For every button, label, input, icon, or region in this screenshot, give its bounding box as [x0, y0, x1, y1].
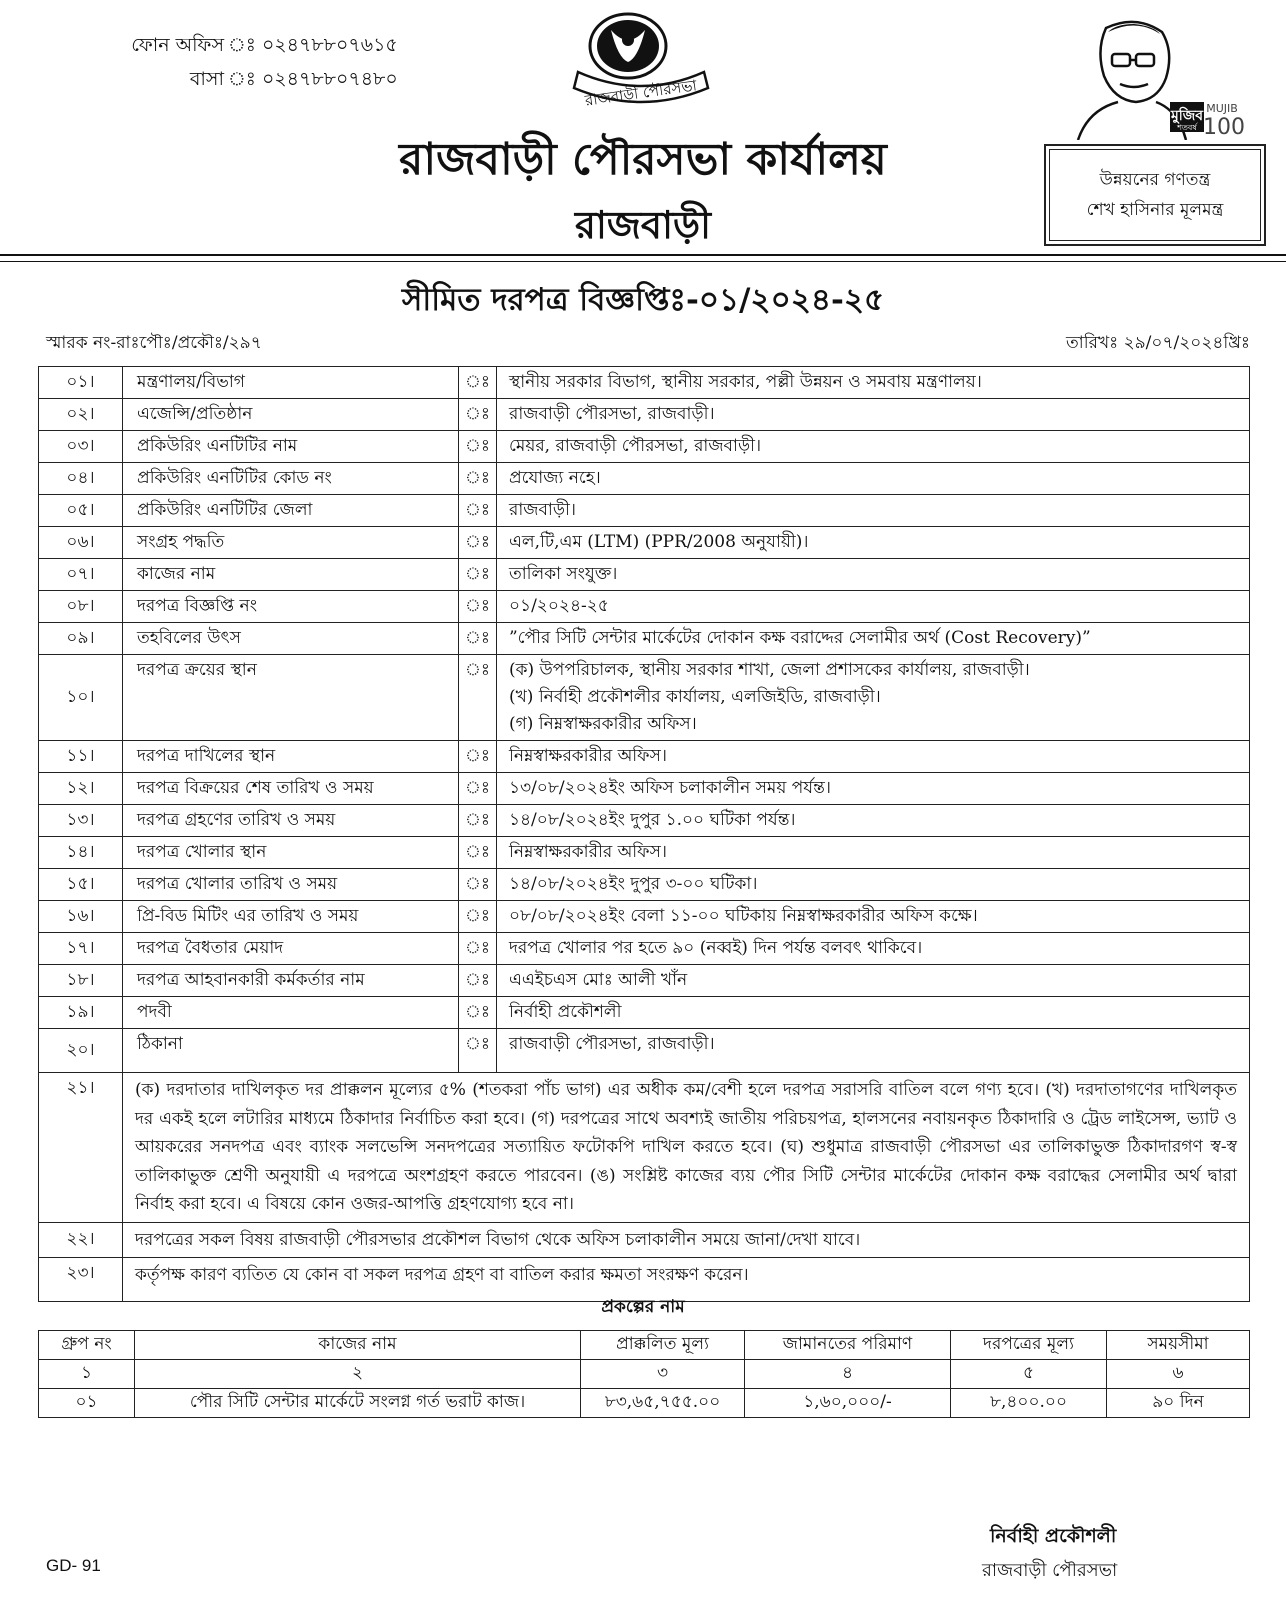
row-colon: ঃ [459, 773, 497, 805]
signer-title: নির্বাহী প্রকৌশলী [990, 1525, 1117, 1547]
mujib-text: মুজিব [1170, 108, 1204, 124]
row-serial: ০২। [39, 399, 123, 431]
row-item: প্রি-বিড মিটিং এর তারিখ ও সময় [123, 901, 459, 933]
row-value: নিম্নস্বাক্ষরকারীর অফিস। [496, 741, 1249, 773]
row-value: এল,টি,এম (LTM) (PPR/2008 অনুযায়ী)। [496, 527, 1249, 559]
work-name: পৌর সিটি সেন্টার মার্কেটে সংলগ্ন গর্ত ভরাট কাজ। [135, 1389, 581, 1418]
signer-org: রাজবাড়ী পৌরসভা [982, 1560, 1118, 1581]
row-colon: ঃ [459, 741, 497, 773]
row-serial: ২২। [39, 1222, 123, 1258]
row-colon: ঃ [459, 655, 497, 741]
row-item: এজেন্সি/প্রতিষ্ঠান [123, 399, 459, 431]
municipality-logo [566, 10, 716, 118]
row-colon: ঃ [459, 933, 497, 965]
table-row [39, 399, 1250, 431]
memo-number: স্মারক নং-রাঃপৌঃ/প্রকৌঃ/২৯৭ [46, 333, 262, 353]
row-item: তহবিলের উৎস [123, 623, 459, 655]
row-serial: ০৫। [39, 495, 123, 527]
row-item: দরপত্র খোলার তারিখ ও সময় [123, 869, 459, 901]
table-row [39, 741, 1250, 773]
row-item: মন্ত্রণালয়/বিভাগ [123, 367, 459, 399]
row-item: দরপত্র গ্রহণের তারিখ ও সময় [123, 805, 459, 837]
table-row [39, 623, 1250, 655]
mujib-100-portrait [1058, 14, 1248, 140]
table-row [39, 773, 1250, 805]
office-name: রাজবাড়ী পৌরসভা কার্যালয় [399, 134, 887, 185]
header-divider [0, 254, 1286, 256]
row-serial: ১৫। [39, 869, 123, 901]
project-table [38, 1330, 1250, 1418]
table-row [39, 1073, 1250, 1223]
project-title: প্রকল্পের নাম [601, 1297, 685, 1317]
row-item: প্রকিউরিং এনটিটির জেলা [123, 495, 459, 527]
shotoborsho-text: শতবর্ষ [1177, 123, 1197, 132]
col-header: গ্রুপ নং [39, 1331, 135, 1360]
row-item: দরপত্র বৈধতার মেয়াদ [123, 933, 459, 965]
row-item: ঠিকানা [123, 1029, 459, 1073]
motto-line-2: শেখ হাসিনার মূলমন্ত্র [1086, 200, 1224, 220]
col-number: ৪ [745, 1360, 951, 1389]
row-serial: ০৭। [39, 559, 123, 591]
table-row [39, 805, 1250, 837]
row-value: ০১/২০২৪-২৫ [496, 591, 1249, 623]
phone-office-label: ফোন অফিস [131, 34, 224, 56]
col-number: ৫ [951, 1360, 1107, 1389]
row-item: সংগ্রহ পদ্ধতি [123, 527, 459, 559]
row-serial: ০৬। [39, 527, 123, 559]
row-colon: ঃ [459, 399, 497, 431]
col-number: ৬ [1107, 1360, 1250, 1389]
notice-date: তারিখঃ ২৯/০৭/২০২৪খ্রিঃ [1066, 333, 1250, 353]
row-serial: ০৪। [39, 463, 123, 495]
security-amount: ১,৬০,০০০/- [745, 1389, 951, 1418]
row-colon: ঃ [459, 837, 497, 869]
row-colon: ঃ [459, 559, 497, 591]
row-item: দরপত্র খোলার স্থান [123, 837, 459, 869]
row-serial: ০১। [39, 367, 123, 399]
table-row [39, 495, 1250, 527]
table-row [39, 901, 1250, 933]
table-row [39, 655, 1250, 741]
row-value: ০৮/০৮/২০২৪ইং বেলা ১১-০০ ঘটিকায় নিম্নস্বাক্ষরকারীর অফিস কক্ষে। [496, 901, 1249, 933]
row-value: ১৪/০৮/২০২৪ইং দুপুর ৩-০০ ঘটিকা। [496, 869, 1249, 901]
logo-text: রাজবাড়ী পৌরসভা [583, 76, 698, 110]
time-limit: ৯০ দিন [1107, 1389, 1250, 1418]
col-number: ৩ [581, 1360, 745, 1389]
tender-price: ৮,৪০০.০০ [951, 1389, 1107, 1418]
col-number: ১ [39, 1360, 135, 1389]
col-header: জামানতের পরিমাণ [745, 1331, 951, 1360]
row-serial: ১১। [39, 741, 123, 773]
purchase-place-1: (ক) উপপরিচালক, স্থানীয় সরকার শাখা, জেলা প্রশাসকের কার্যালয়, রাজবাড়ী। [508, 660, 1030, 680]
row-value: ১৩/০৮/২০২৪ইং অফিস চলাকালীন সময় পর্যন্ত। [496, 773, 1249, 805]
district-name: রাজবাড়ী [574, 202, 712, 247]
row-serial: ২০। [39, 1029, 123, 1073]
row-serial: ০৮। [39, 591, 123, 623]
row-value: ”পৌর সিটি সেন্টার মার্কেটের দোকান কক্ষ বরাদ্দের সেলামীর অর্থ (Cost Recovery)” [496, 623, 1249, 655]
phone-office-value: ঃ ০২৪৭৮৮০৭৬১৫ [228, 34, 398, 56]
row-value: মেয়র, রাজবাড়ী পৌরসভা, রাজবাড়ী। [496, 431, 1249, 463]
table-row [39, 965, 1250, 997]
table-row [39, 1360, 1250, 1389]
row-value: নিম্নস্বাক্ষরকারীর অফিস। [496, 837, 1249, 869]
col-header: প্রাক্কলিত মূল্য [581, 1331, 745, 1360]
phone-home-value: ঃ ০২৪৭৮৮০৭৪৮০ [228, 68, 398, 90]
row-text: কর্তৃপক্ষ কারণ ব্যতিত যে কোন বা সকল দরপত্র গ্রহণ বা বাতিল করার ক্ষমতা সংরক্ষণ করেন। [123, 1258, 1250, 1302]
row-serial: ১২। [39, 773, 123, 805]
col-header: কাজের নাম [135, 1331, 581, 1360]
col-number: ২ [135, 1360, 581, 1389]
row-item: দরপত্র ক্রয়ের স্থান [123, 655, 459, 741]
row-serial: ২৩। [39, 1258, 123, 1302]
row-value: দরপত্র খোলার পর হতে ৯০ (নব্বই) দিন পর্যন্ত বলবৎ থাকিবে। [496, 933, 1249, 965]
row-colon: ঃ [459, 431, 497, 463]
row-item: প্রকিউরিং এনটিটির নাম [123, 431, 459, 463]
tender-info-table [38, 366, 1250, 1302]
table-row [39, 869, 1250, 901]
table-row [39, 463, 1250, 495]
estimated-cost: ৮৩,৬৫,৭৫৫.০০ [581, 1389, 745, 1418]
row-value: নির্বাহী প্রকৌশলী [496, 997, 1249, 1029]
row-colon: ঃ [459, 805, 497, 837]
phone-home-label: বাসা [189, 68, 224, 90]
row-colon: ঃ [459, 1029, 497, 1073]
row-item: দরপত্র বিক্রয়ের শেষ তারিখ ও সময় [123, 773, 459, 805]
table-row [39, 997, 1250, 1029]
row-serial: ১০। [39, 655, 123, 741]
row-colon: ঃ [459, 463, 497, 495]
row-item: দরপত্র বিজ্ঞপ্তি নং [123, 591, 459, 623]
row-value: তালিকা সংযুক্ত। [496, 559, 1249, 591]
table-row [39, 1222, 1250, 1258]
row-serial: ১৪। [39, 837, 123, 869]
header-divider-thin [0, 261, 1286, 262]
row-value: স্থানীয় সরকার বিভাগ, স্থানীয় সরকার, পল্লী উন্নয়ন ও সমবায় মন্ত্রণালয়। [496, 367, 1249, 399]
phone-block [78, 28, 398, 96]
table-row [39, 527, 1250, 559]
row-colon: ঃ [459, 623, 497, 655]
purchase-place-3: (গ) নিম্নস্বাক্ষরকারীর অফিস। [508, 714, 697, 734]
table-row [39, 431, 1250, 463]
group-no: ০১ [39, 1389, 135, 1418]
table-row [39, 933, 1250, 965]
row-value: রাজবাড়ী পৌরসভা, রাজবাড়ী। [496, 1029, 1249, 1073]
row-colon: ঃ [459, 527, 497, 559]
table-row [39, 367, 1250, 399]
row-serial: ১৬। [39, 901, 123, 933]
motto-line-1: উন্নয়নের গণতন্ত্র [1099, 170, 1211, 190]
row-colon: ঃ [459, 367, 497, 399]
row-colon: ঃ [459, 901, 497, 933]
row-serial: ১৭। [39, 933, 123, 965]
row-colon: ঃ [459, 591, 497, 623]
row-serial: ০৯। [39, 623, 123, 655]
row-item: দরপত্র দাখিলের স্থান [123, 741, 459, 773]
row-item: পদবী [123, 997, 459, 1029]
conditions-text: (ক) দরদাতার দাখিলকৃত দর প্রাক্কলন মূল্যের ৫% (শতকরা পাঁচ ভাগ) এর অধীক কম/বেশী হলে দরপত্র সরাসরি বাতিল বলে গণ্য হবে। (খ) দরদাতাগণের দাখিলকৃত দর একই হলে লটারির মাধ্যমে ঠিকাদার নির্বাচিত করা হবে। (গ) দরপত্রের সাথে অবশ্যই জাতীয় পরিচয়পত্র, হালসনের নবায়নকৃত ঠিকাদারি ও ট্রেড লাইসেন্স, ভ্যাট ও আয়করের সনদপত্র এবং ব্যাংক সলভেন্সি সনদপত্রের সত্যায়িত ফটোকপি দাখিল করতে হবে। (ঘ) শুধুমাত্র রাজবাড়ী পৌরসভা এর তালিকাভুক্ত ঠিকাদারগণ স্ব-স্ব তালিকাভুক্ত শ্রেণী অনুযায়ী এ দরপত্রে অংশগ্রহণ করতে পারবেন। (ঙ) সংশ্লিষ্ট কাজের ব্যয় পৌর সিটি সেন্টার মার্কেটের দোকান কক্ষ বরাদ্ধের সেলামীর অর্থ দ্বারা নির্বাহ করা হবে। এ বিষয়ে কোন ওজর-আপত্তি গ্রহণযোগ্য হবে না। [123, 1073, 1250, 1223]
row-value: রাজবাড়ী। [496, 495, 1249, 527]
purchase-place-2: (খ) নির্বাহী প্রকৌশলীর কার্যালয়, এলজিইডি, রাজবাড়ী। [508, 687, 881, 707]
table-row [39, 1029, 1250, 1073]
col-header: সময়সীমা [1107, 1331, 1250, 1360]
row-value-multiline [496, 655, 1249, 741]
row-colon: ঃ [459, 965, 497, 997]
table-header-row [39, 1331, 1250, 1360]
table-row [39, 559, 1250, 591]
gd-code: GD- 91 [46, 1556, 101, 1575]
row-colon: ঃ [459, 997, 497, 1029]
row-value: প্রযোজ্য নহে। [496, 463, 1249, 495]
notice-title: সীমিত দরপত্র বিজ্ঞপ্তিঃ-০১/২০২৪-২৫ [401, 282, 885, 318]
row-serial: ১৮। [39, 965, 123, 997]
row-value: ১৪/০৮/২০২৪ইং দুপুর ১.০০ ঘটিকা পর্যন্ত। [496, 805, 1249, 837]
row-text: দরপত্রের সকল বিষয় রাজবাড়ী পৌরসভার প্রকৌশল বিভাগ থেকে অফিস চলাকালীন সময়ে জানা/দেখা যাবে। [123, 1222, 1250, 1258]
row-value: রাজবাড়ী পৌরসভা, রাজবাড়ী। [496, 399, 1249, 431]
row-item: কাজের নাম [123, 559, 459, 591]
motto-box [1044, 144, 1266, 246]
row-item: দরপত্র আহবানকারী কর্মকর্তার নাম [123, 965, 459, 997]
row-serial: ১৩। [39, 805, 123, 837]
row-value: এএইচএস মোঃ আলী খাঁন [496, 965, 1249, 997]
table-row [39, 1389, 1250, 1418]
table-row [39, 591, 1250, 623]
hundred-text: 100 [1203, 115, 1245, 140]
row-item: প্রকিউরিং এনটিটির কোড নং [123, 463, 459, 495]
row-serial: ২১। [39, 1073, 123, 1223]
mujib-en-text: MUJIB [1206, 102, 1238, 115]
col-header: দরপত্রের মূল্য [951, 1331, 1107, 1360]
table-row [39, 837, 1250, 869]
row-serial: ১৯। [39, 997, 123, 1029]
row-serial: ০৩। [39, 431, 123, 463]
row-colon: ঃ [459, 495, 497, 527]
row-colon: ঃ [459, 869, 497, 901]
